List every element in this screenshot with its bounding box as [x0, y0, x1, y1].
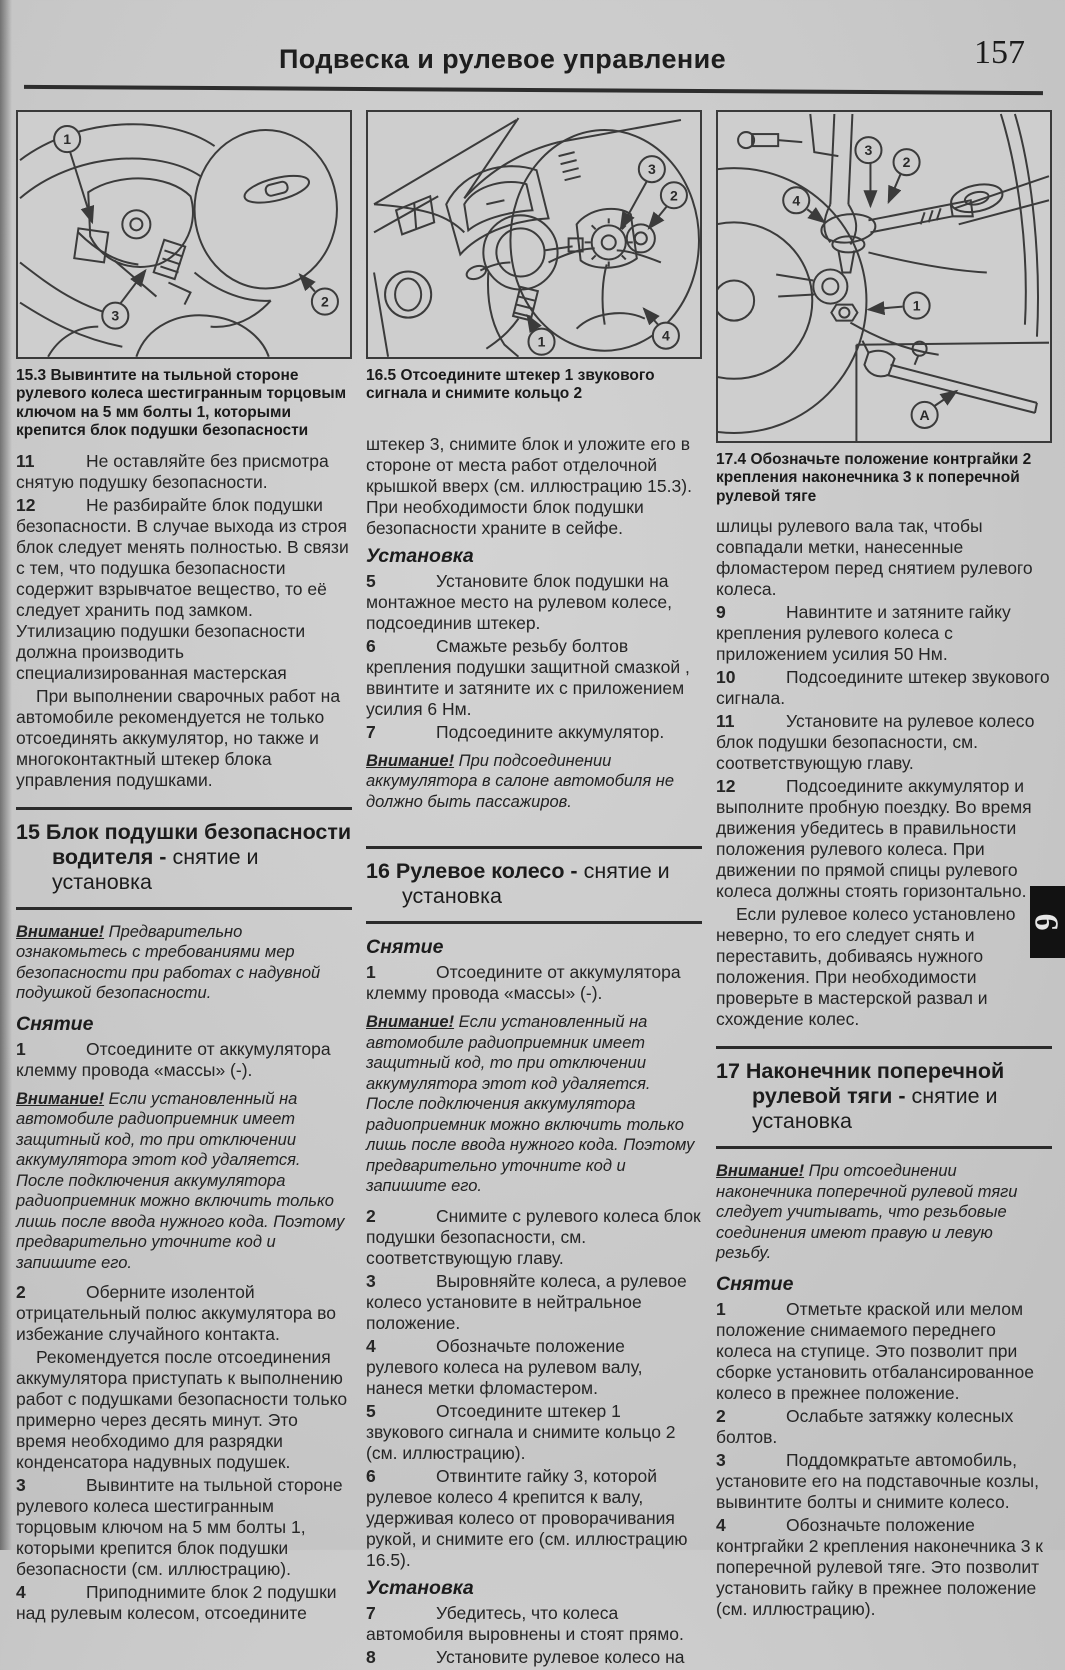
step-paragraph — [366, 722, 702, 743]
page-title: Подвеска и рулевое управление — [0, 44, 1005, 75]
svg-text:2: 2 — [321, 294, 329, 310]
step-number: 3 — [16, 1475, 86, 1496]
step-text: Отсоедините от аккумулятора клемму провода «массы» (-). — [366, 962, 681, 1003]
svg-text:3: 3 — [865, 142, 873, 158]
warning-note — [366, 1012, 702, 1197]
step-paragraph — [366, 1206, 702, 1269]
section-heading — [716, 1046, 1052, 1149]
subsection-heading: Снятие — [16, 1013, 352, 1036]
page-header — [0, 0, 1065, 100]
step-text: Смажьте резьбу болтов крепления подушки защитной смазкой , ввинтите и затяните их с приложением усилия 6 Нм. — [366, 636, 690, 719]
warning-note — [366, 751, 702, 813]
step-text: Оберните изолентой отрицательный полюс аккумулятора во избежание случайного контакта. — [16, 1282, 336, 1344]
step-paragraph — [366, 636, 702, 720]
steering-wheel-drawing — [20, 124, 337, 357]
warning-note — [16, 1089, 352, 1274]
column-3 — [716, 110, 1052, 1622]
svg-text:1: 1 — [913, 298, 921, 314]
warning-label: Внимание! — [366, 1013, 454, 1031]
step-text: Отсоедините штекер 1 звукового сигнала и снимите кольцо 2 (см. иллюстрацию). — [366, 1401, 676, 1463]
step-text: Установите рулевое колесо на — [436, 1647, 685, 1667]
callout-2 — [300, 274, 338, 314]
warning-label: Внимание! — [366, 752, 454, 770]
step-paragraph — [16, 451, 352, 493]
subsection-heading: Снятие — [716, 1273, 1052, 1296]
step-paragraph — [716, 1450, 1052, 1513]
section-title-normal: снятие и установка — [752, 1084, 998, 1133]
warning-label: Внимание! — [716, 1162, 804, 1180]
step-text: Вывинтите на тыльной стороне рулевого колеса шестигранным торцовым ключом на 5 мм болты 1, которыми крепится блок подушки безопасности (см. иллюстрацию). — [16, 1475, 343, 1579]
section-title-bold: Наконечник поперечной рулевой тяги - — [746, 1059, 1004, 1108]
figure-16-5-dashboard-steering — [366, 110, 702, 359]
step-paragraph — [716, 1406, 1052, 1448]
svg-text:4: 4 — [792, 192, 800, 208]
step-text: Отсоедините от аккумулятора клемму провода «массы» (-). — [16, 1039, 331, 1080]
step-number: 7 — [366, 1603, 436, 1624]
svg-text:4: 4 — [662, 328, 670, 344]
figure-17-4-tie-rod-end — [716, 110, 1052, 443]
step-number: 2 — [716, 1406, 786, 1427]
page-number: 157 — [974, 34, 1025, 72]
svg-text:1: 1 — [538, 334, 546, 350]
column-3-text — [716, 451, 1052, 1620]
step-number: 3 — [716, 1450, 786, 1471]
step-number: 1 — [16, 1039, 86, 1060]
step-text: Подсоедините аккумулятор и выполните пробную поездку. Во время движения убедитесь в правильности положения рулевого колеса. При движении по прямой спицы рулевого колеса должны стоять горизонтально. — [716, 776, 1032, 901]
step-text: Поддомкратьте автомобиль, установите его на подставочные козлы, вывинтите болты и снимите колесо. — [716, 1450, 1039, 1512]
step-text: Не оставляйте без присмотра снятую подушку безопасности. — [16, 451, 329, 492]
paragraph: Если рулевое колесо установлено неверно, то его следует снять и переставить, добиваясь нужного положения. При необходимости проверьте в мастерской развал и схождение колес. — [716, 904, 1052, 1030]
step-paragraph — [366, 962, 702, 1004]
warning-text: При подсоединении аккумулятора в салоне автомобиля не должно быть пассажиров. — [366, 752, 674, 811]
section-title-normal: снятие и установка — [402, 859, 670, 908]
step-number: 3 — [366, 1271, 436, 1292]
dashboard-drawing — [374, 118, 699, 357]
step-text: Выровняйте колеса, а рулевое колесо установите в нейтральное положение. — [366, 1271, 687, 1333]
step-number: 8 — [366, 1647, 436, 1668]
step-paragraph — [716, 667, 1052, 709]
step-paragraph — [366, 1647, 702, 1668]
section-title-bold: Рулевое колесо - — [396, 859, 578, 883]
step-text: Отвинтите гайку 3, которой рулевое колесо 4 крепится к валу, удерживая колесо от проворачивания рукой, и снимите его (см. иллюстрацию 16.5). — [366, 1466, 688, 1570]
svg-text:2: 2 — [670, 187, 678, 203]
step-number: 5 — [366, 1401, 436, 1422]
warning-label: Внимание! — [16, 923, 104, 941]
step-text: Подсоедините аккумулятор. — [436, 722, 664, 742]
paragraph-continuation: шлицы рулевого вала так, чтобы совпадали метки, нанесенные фломастером перед снятием рулевого колеса. — [716, 516, 1052, 600]
step-number: 6 — [366, 636, 436, 657]
step-paragraph — [366, 1466, 702, 1571]
svg-text:A: A — [920, 407, 930, 423]
callout-2 — [889, 149, 920, 202]
step-number: 4 — [16, 1582, 86, 1603]
step-number: 2 — [366, 1206, 436, 1227]
step-paragraph — [16, 1282, 352, 1345]
step-text: Не разбирайте блок подушки безопасности. В случае выхода из строя блок следует менять полностью. В связи с тем, что подушка безопасности содержит взрывчатое вещество, то её следует хранить под замком. Утилизацию подушки безопасности должна производить специализированная мастерская — [16, 495, 349, 683]
step-paragraph — [16, 1582, 352, 1624]
column-2-text — [366, 367, 702, 1668]
step-paragraph — [716, 602, 1052, 665]
svg-text:3: 3 — [648, 161, 656, 177]
step-paragraph — [366, 1603, 702, 1645]
step-text: Снимите с рулевого колеса блок подушки безопасности, см. соответствующую главу. — [366, 1206, 701, 1268]
column-1-text — [16, 367, 352, 1625]
step-text: Установите на рулевое колесо блок подушки безопасности, см. соответствующую главу. — [716, 711, 1035, 773]
step-paragraph — [366, 1336, 702, 1399]
callout-4 — [783, 187, 824, 222]
svg-text:2: 2 — [903, 154, 911, 170]
paragraph: При выполнении сварочных работ на автомобиле рекомендуется не только отсоединять аккумулятор, но также и многоконтактный штекер блока управления подушками. — [16, 686, 352, 791]
chapter-tab-number: 9 — [1029, 914, 1065, 931]
warning-text: Предварительно ознакомьтесь с требованиями мер безопасности при работах с надувной подушкой безопасности. — [16, 923, 320, 1003]
step-paragraph — [16, 1475, 352, 1580]
callout-3 — [102, 270, 145, 328]
section-heading-text — [716, 1059, 1052, 1134]
step-number: 10 — [716, 667, 786, 688]
subsection-heading: Установка — [366, 1577, 702, 1600]
section-heading-text — [366, 859, 702, 909]
column-1 — [16, 110, 352, 1626]
step-number: 1 — [716, 1299, 786, 1320]
step-number: 9 — [716, 602, 786, 623]
callout-A — [912, 391, 957, 428]
step-number: 4 — [366, 1336, 436, 1357]
figure-15-3-steering-wheel-airbag — [16, 110, 352, 359]
callout-2 — [649, 182, 687, 228]
paragraph: Рекомендуется после отсоединения аккумулятора приступать к выполнению работ с подушками безопасности только примерно через десять минут. Это время необходимо для разрядки конденсатора надувных подушек. — [16, 1347, 352, 1473]
step-number: 2 — [16, 1282, 86, 1303]
callout-1 — [868, 293, 929, 319]
subsection-heading: Установка — [366, 545, 702, 568]
step-number: 11 — [16, 451, 86, 472]
step-text: Приподнимите блок 2 подушки над рулевым колесом, отсоедините — [16, 1582, 337, 1623]
step-number: 12 — [716, 776, 786, 797]
step-number: 5 — [366, 571, 436, 592]
step-paragraph — [716, 711, 1052, 774]
subsection-heading: Снятие — [366, 936, 702, 959]
section-title-normal: снятие и установка — [52, 845, 259, 894]
step-text: Установите блок подушки на монтажное место на рулевом колесе, подсоединив штекер. — [366, 571, 672, 633]
section-number: 15 — [16, 820, 40, 844]
warning-text: При отсоединении наконечника поперечной рулевой тяги следует учитывать, что резьбовые соединения имеют правую и левую резьбу. — [716, 1162, 1017, 1262]
step-number: 12 — [16, 495, 86, 516]
warning-text: Если установленный на автомобиле радиоприемник имеет защитный код, то при отключении аккумулятора этот код удаляется. После подключения аккумулятора радиоприемник можно включить только лишь после ввода нужного кода. Поэтому предварительно уточните код и запишите его. — [16, 1090, 344, 1272]
section-number: 16 — [366, 859, 390, 883]
step-paragraph — [16, 495, 352, 684]
page-content — [0, 100, 1065, 1670]
callout-3 — [855, 137, 881, 206]
section-title-bold: Блок подушки безопасности водителя - — [46, 820, 351, 869]
step-number: 4 — [716, 1515, 786, 1536]
column-2 — [366, 110, 702, 1670]
section-heading — [366, 846, 702, 924]
step-number: 7 — [366, 722, 436, 743]
figure-caption: 16.5 Отсоедините штекер 1 звукового сигнала и снимите кольцо 2 — [366, 367, 702, 404]
warning-note — [716, 1161, 1052, 1264]
step-paragraph — [716, 1515, 1052, 1620]
figure-caption: 15.3 Вывинтите на тыльной стороне рулевого колеса шестигранным торцовым ключом на 5 мм болты 1, которыми крепится блок подушки безопасности — [16, 367, 352, 441]
warning-note — [16, 922, 352, 1004]
paragraph-continuation: штекер 3, снимите блок и уложите его в стороне от места работ отделочной крышкой вверх (см. иллюстрацию 15.3). При необходимости блок подушки безопасности храните в сейфе. — [366, 434, 702, 539]
step-paragraph — [366, 1401, 702, 1464]
step-text: Отметьте краской или мелом положение снимаемого переднего колеса на ступице. Это позволит при сборке установить отбалансированное колесо в прежнее положение. — [716, 1299, 1034, 1403]
section-heading — [16, 807, 352, 910]
warning-label: Внимание! — [16, 1090, 104, 1108]
step-text: Убедитесь, что колеса автомобиля выровнены и стоят прямо. — [366, 1603, 684, 1644]
step-text: Обозначьте положение рулевого колеса на рулевом валу, нанеся метки фломастером. — [366, 1336, 643, 1398]
section-heading-text — [16, 820, 352, 895]
tie-rod-drawing — [718, 114, 1049, 441]
step-paragraph — [716, 1299, 1052, 1404]
step-text: Обозначьте положение контргайки 2 крепления наконечника 3 к поперечной рулевой тяге. Это позволит установить гайку в прежнее положение (см. иллюстрацию). — [716, 1515, 1043, 1619]
step-paragraph — [366, 1271, 702, 1334]
header-rule — [24, 85, 1043, 95]
step-number: 1 — [366, 962, 436, 983]
figure-caption: 17.4 Обозначьте положение контргайки 2 крепления наконечника 3 к поперечной рулевой тяге — [716, 451, 1052, 507]
step-text: Подсоедините штекер звукового сигнала. — [716, 667, 1050, 708]
chapter-tab — [1030, 886, 1065, 958]
step-text: Навинтите и затяните гайку крепления рулевого колеса с приложением усилия 50 Нм. — [716, 602, 1011, 664]
step-paragraph — [16, 1039, 352, 1081]
step-paragraph — [366, 571, 702, 634]
warning-text: Если установленный на автомобиле радиоприемник имеет защитный код, то при отключении аккумулятора этот код удаляется. После подключения аккумулятора радиоприемник можно включить только лишь после ввода нужного кода. Поэтому предварительно уточните код и запишите его. — [366, 1013, 694, 1195]
step-text: Ослабьте затяжку колесных болтов. — [716, 1406, 1013, 1447]
svg-text:1: 1 — [63, 131, 71, 147]
step-paragraph — [716, 776, 1052, 902]
section-number: 17 — [716, 1059, 740, 1083]
step-number: 6 — [366, 1466, 436, 1487]
svg-text:3: 3 — [111, 308, 119, 324]
step-number: 11 — [716, 711, 786, 732]
